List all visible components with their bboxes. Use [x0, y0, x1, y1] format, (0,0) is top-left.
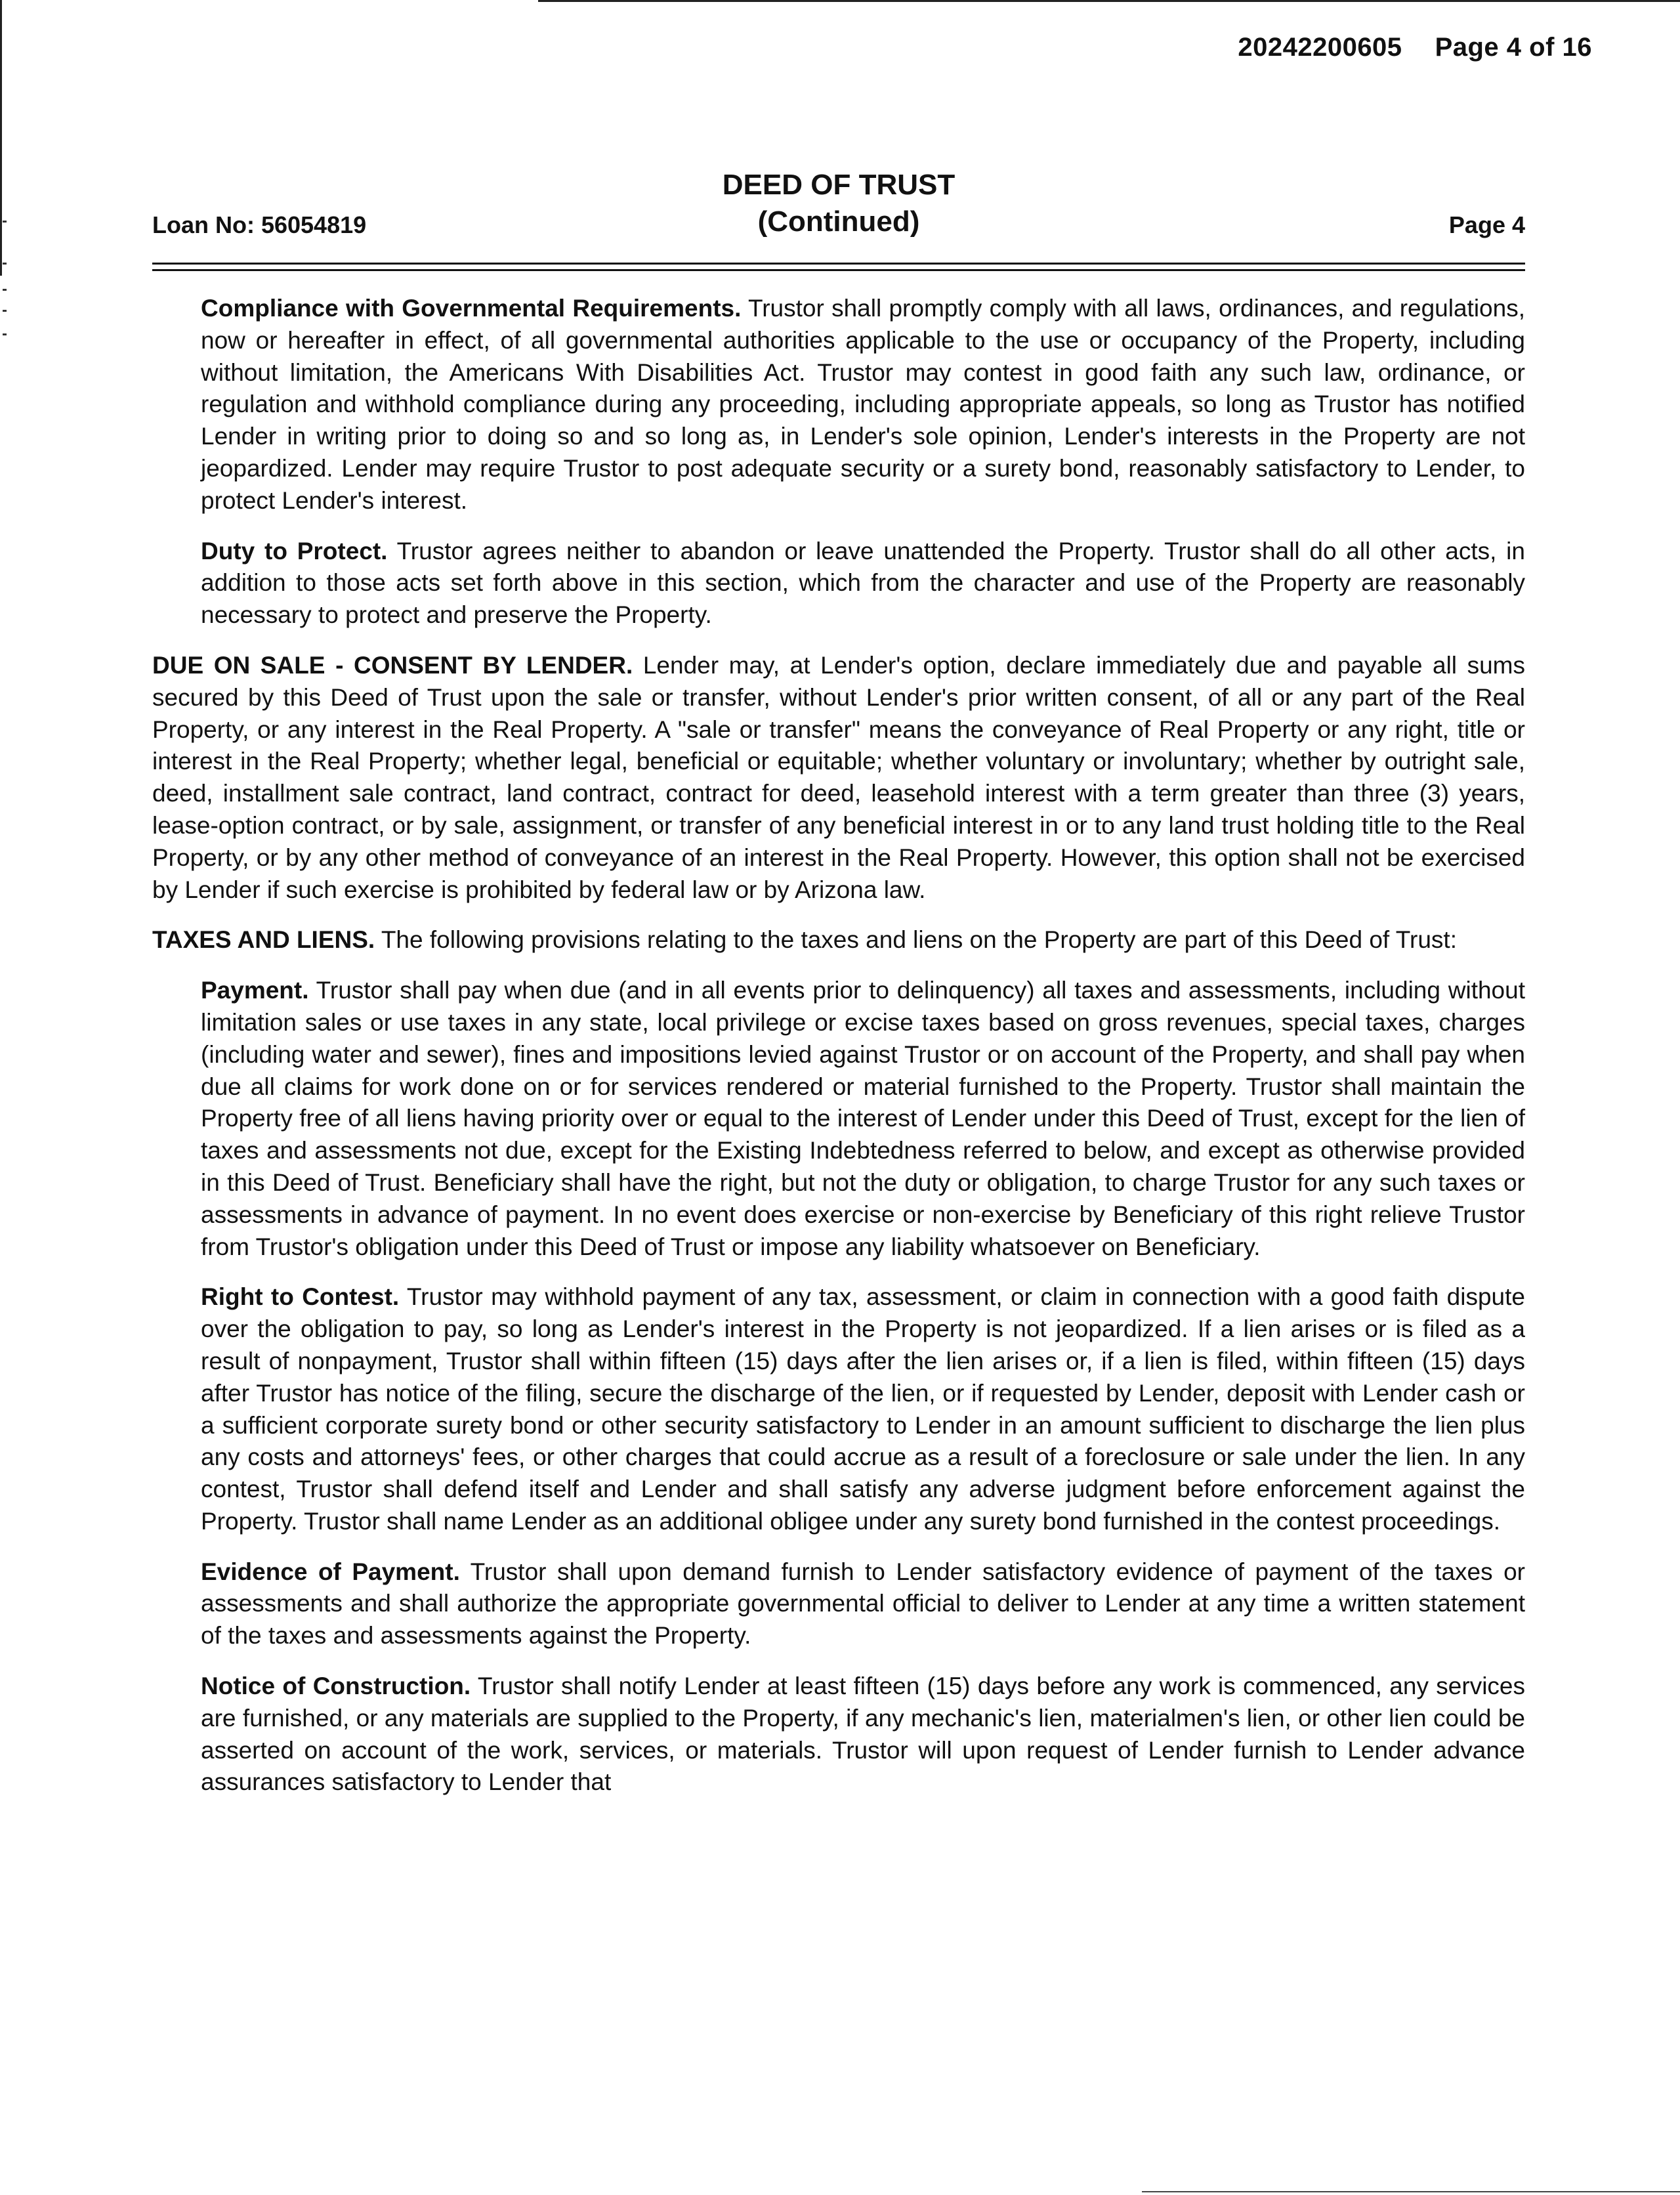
paragraph-evidence-of-payment	[201, 1556, 1525, 1652]
loan-number: Loan No: 56054819	[152, 211, 367, 238]
scan-left-edge-line	[0, 0, 2, 276]
paragraph-heading: Notice of Construction.	[201, 1673, 471, 1700]
scan-edge-mark	[3, 263, 7, 265]
paragraph-right-to-contest	[201, 1281, 1525, 1537]
paragraph-duty-to-protect	[201, 536, 1525, 631]
document-title	[152, 167, 1525, 240]
paragraph-text: The following provisions relating to the taxes and liens on the Property are part of this Deed of Trust:	[381, 926, 1457, 954]
paragraph-heading: Payment.	[201, 977, 309, 1004]
paragraph-text: Trustor agrees neither to abandon or leave unattended the Property. Trustor shall do all other acts, in addition to those acts set forth above in this section, which from the character and use of the Property are reasonably necessary to protect and preserve the Property.	[201, 537, 1525, 629]
paragraph-text: Trustor shall notify Lender at least fifteen (15) days before any work is commenced, any services are furnished, or any materials are supplied to the Property, if any mechanic's lien, materialmen's lien, or other lien could be asserted on account of the work, services, or materials. Trustor will upon request of Lender furnish to Lender advance assurances satisfactory to Lender that	[201, 1673, 1525, 1796]
scan-edge-mark	[3, 333, 7, 335]
paragraph-heading: DUE ON SALE - CONSENT BY LENDER.	[152, 651, 633, 679]
paragraph-notice-of-construction	[201, 1671, 1525, 1799]
recording-number: 20242200605	[1238, 33, 1402, 62]
scan-edge-mark	[3, 221, 7, 223]
paragraph-due-on-sale	[152, 650, 1525, 906]
title-line-1: DEED OF TRUST	[722, 169, 956, 201]
paragraph-text: Trustor may withhold payment of any tax, assessment, or claim in connection with a good faith dispute over the obligation to pay, so long as Lender's interest in the Property is not jeopardized. If a lien arises or is filed as a result of nonpayment, Trustor shall within fifteen (15) days after the lien arises or, if a lien is filed, within fifteen (15) days after Trustor has notice of the filing, secure the discharge of the lien, or if requested by Lender, deposit with Lender cash or a sufficient corporate surety bond or other security satisfactory to Lender in an amount sufficient to discharge the lien plus any costs and attorneys' fees, or other charges that could accrue as a result of a foreclosure or sale under the lien. In any contest, Trustor shall defend itself and Lender and shall satisfy any adverse judgment before enforcement against the Property. Trustor shall name Lender as an additional obligee under any surety bond furnished in the contest proceedings.	[201, 1283, 1525, 1535]
paragraph-heading: TAXES AND LIENS.	[152, 926, 375, 954]
paragraph-heading: Duty to Protect.	[201, 537, 388, 565]
scan-edge-mark	[3, 289, 7, 291]
header-rule-top	[152, 263, 1525, 265]
paragraph-taxes-and-liens	[152, 924, 1525, 956]
recording-stamp	[1238, 33, 1592, 62]
paragraph-heading: Compliance with Governmental Requirements.	[201, 295, 742, 322]
paragraph-heading: Right to Contest.	[201, 1283, 400, 1311]
recording-page-of: Page 4 of 16	[1435, 33, 1592, 62]
paragraph-heading: Evidence of Payment.	[201, 1558, 460, 1585]
paragraph-compliance	[201, 293, 1525, 517]
paragraph-text: Trustor shall promptly comply with all laws, ordinances, and regulations, now or hereafter in effect, of all governmental authorities applicable to the use or occupancy of the Property, including without limitation, the Americans With Disabilities Act. Trustor may contest in good faith any such law, ordinance, or regulation and withhold compliance during any proceeding, including appropriate appeals, so long as Trustor has notified Lender in writing prior to doing so and so long as, in Lender's sole opinion, Lender's interests in the Property are not jeopardized. Lender may require Trustor to post adequate security or a surety bond, reasonably satisfactory to Lender, to protect Lender's interest.	[201, 295, 1525, 514]
scan-bottom-edge-line	[1142, 2191, 1680, 2192]
document-body	[152, 293, 1525, 1799]
paragraph-payment	[201, 975, 1525, 1263]
header-rule-bottom	[152, 269, 1525, 271]
paragraph-text: Trustor shall pay when due (and in all events prior to delinquency) all taxes and assessments, including without limitation sales or use taxes in any state, local privilege or excise taxes based on gross revenues, special taxes, charges (including water and sewer), fines and impositions levied against Trustor or on account of the Property, and shall pay when due all claims for work done on or for services rendered or material furnished to the Property. Trustor shall maintain the Property free of all liens having priority over or equal to the interest of Lender under this Deed of Trust, except for the lien of taxes and assessments not due, except for the Existing Indebtedness referred to below, and except as otherwise provided in this Deed of Trust. Beneficiary shall have the right, but not the duty or obligation, to charge Trustor for any such taxes or assessments in advance of payment. In no event does exercise or non-exercise by Beneficiary of this right relieve Trustor from Trustor's obligation under this Deed of Trust or impose any liability whatsoever on Beneficiary.	[201, 977, 1525, 1260]
scan-top-edge-line	[538, 0, 1680, 2]
paragraph-text: Trustor shall upon demand furnish to Lender satisfactory evidence of payment of the taxes or assessments and shall authorize the appropriate governmental official to deliver to Lender at any time a written statement of the taxes and assessments against the Property.	[201, 1558, 1525, 1650]
title-line-2: (Continued)	[757, 205, 920, 238]
paragraph-text: Lender may, at Lender's option, declare immediately due and payable all sums secured by this Deed of Trust upon the sale or transfer, without Lender's prior written consent, of all or any part of the Real Property, or any interest in the Real Property. A "sale or transfer" means the conveyance of Real Property or any right, title or interest in the Real Property; whether legal, beneficial or equitable; whether voluntary or involuntary; whether by outright sale, deed, installment sale contract, land contract, contract for deed, leasehold interest with a term greater than three (3) years, lease-option contract, or by sale, assignment, or transfer of any beneficial interest in or to any land trust holding title to the Real Property, or by any other method of conveyance of an interest in the Real Property. However, this option shall not be exercised by Lender if such exercise is prohibited by federal law or by Arizona law.	[152, 651, 1526, 903]
document-header	[152, 167, 1525, 239]
page-number: Page 4	[1448, 211, 1525, 238]
scan-edge-mark	[3, 310, 7, 312]
